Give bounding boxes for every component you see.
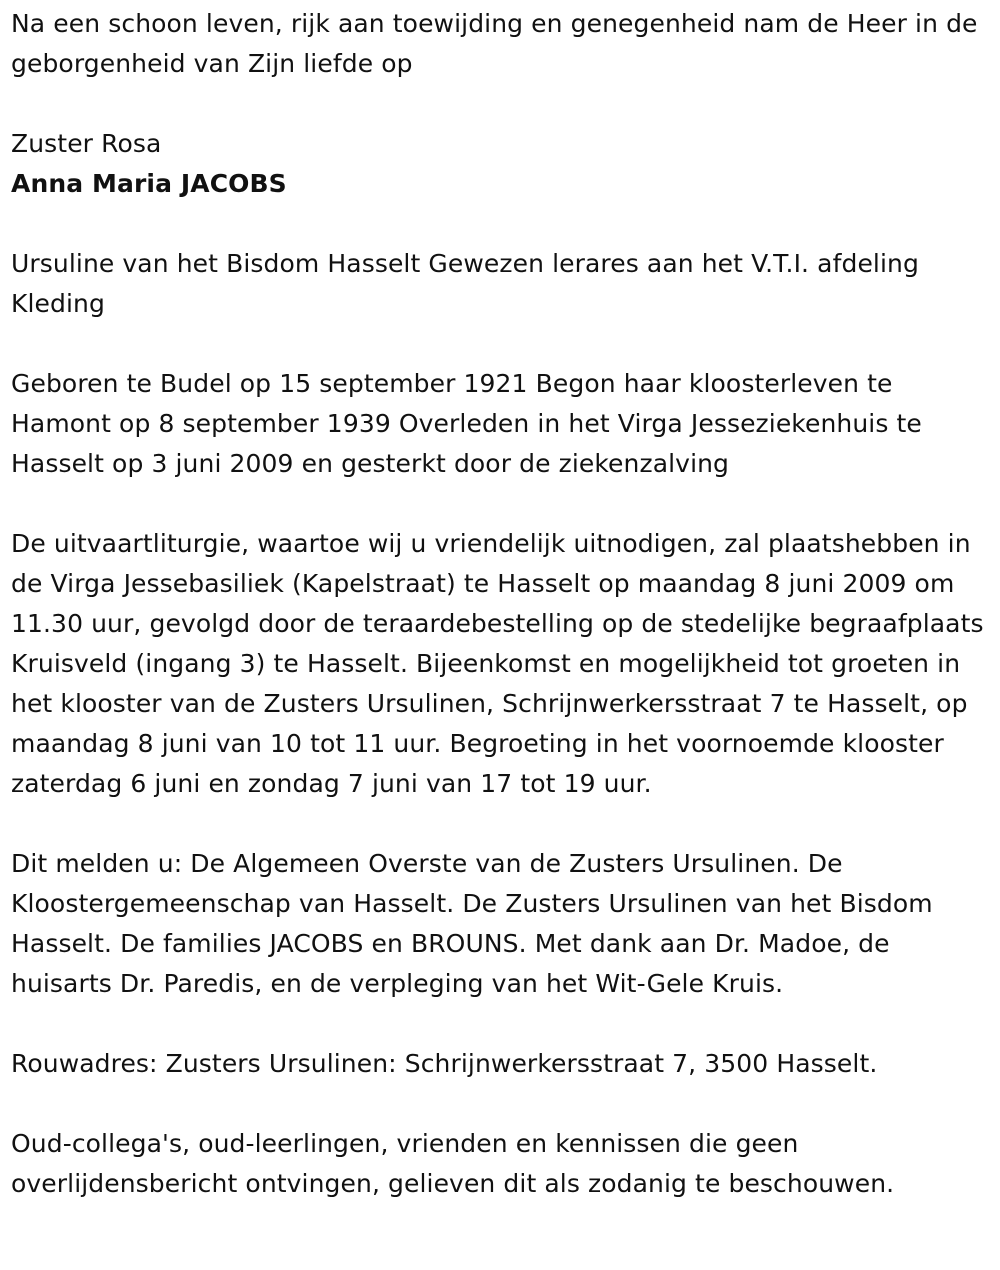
life-dates-paragraph: Geboren te Budel op 15 september 1921 Begon haar kloosterleven te Hamont op 8 september 1939 Overleden in het Virga Jesseziekenhuis te Hasselt op 3 juni 2009 en gesterkt door de ziekenzalving <box>11 369 922 478</box>
announced-by-paragraph: Dit melden u: De Algemeen Overste van de Zusters Ursulinen. De Kloostergemeenschap van Hasselt. De Zusters Ursulinen van het Bisdom Hasselt. De families JACOBS en BROUNS. Met dank aan Dr. Madoe, de huisarts Dr. Paredis, en de verpleging van het Wit-Gele Kruis. <box>11 849 933 998</box>
funeral-info-paragraph: De uitvaartliturgie, waartoe wij u vriendelijk uitnodigen, zal plaatshebben in de Virga Jessebasiliek (Kapelstraat) te Hasselt op maandag 8 juni 2009 om 11.30 uur, gevolgd door de teraardebestelling op de stedelijke begraafplaats Kruisveld (ingang 3) te Hasselt. Bijeenkomst en mogelijkheid tot groeten in het klooster van de Zusters Ursulinen, Schrijnwerkersstraat 7 te Hasselt, op maandag 8 juni van 10 tot 11 uur. Begroeting in het voornoemde klooster zaterdag 6 juni en zondag 7 juni van 17 tot 19 uur. <box>11 529 984 798</box>
religious-name: Zuster Rosa <box>11 129 162 158</box>
role-paragraph: Ursuline van het Bisdom Hasselt Gewezen lerares aan het V.T.I. afdeling Kleding <box>11 249 919 318</box>
obituary-notice <box>11 4 995 1204</box>
intro-paragraph: Na een schoon leven, rijk aan toewijding en genegenheid nam de Heer in de geborgenheid van Zijn liefde op <box>11 9 978 78</box>
closing-paragraph: Oud-collega's, oud-leerlingen, vrienden en kennissen die geen overlijdensbericht ontvingen, gelieven dit als zodanig te beschouwen. <box>11 1129 895 1198</box>
mourning-address: Rouwadres: Zusters Ursulinen: Schrijnwerkersstraat 7, 3500 Hasselt. <box>11 1049 878 1078</box>
deceased-full-name: Anna Maria JACOBS <box>11 169 287 198</box>
